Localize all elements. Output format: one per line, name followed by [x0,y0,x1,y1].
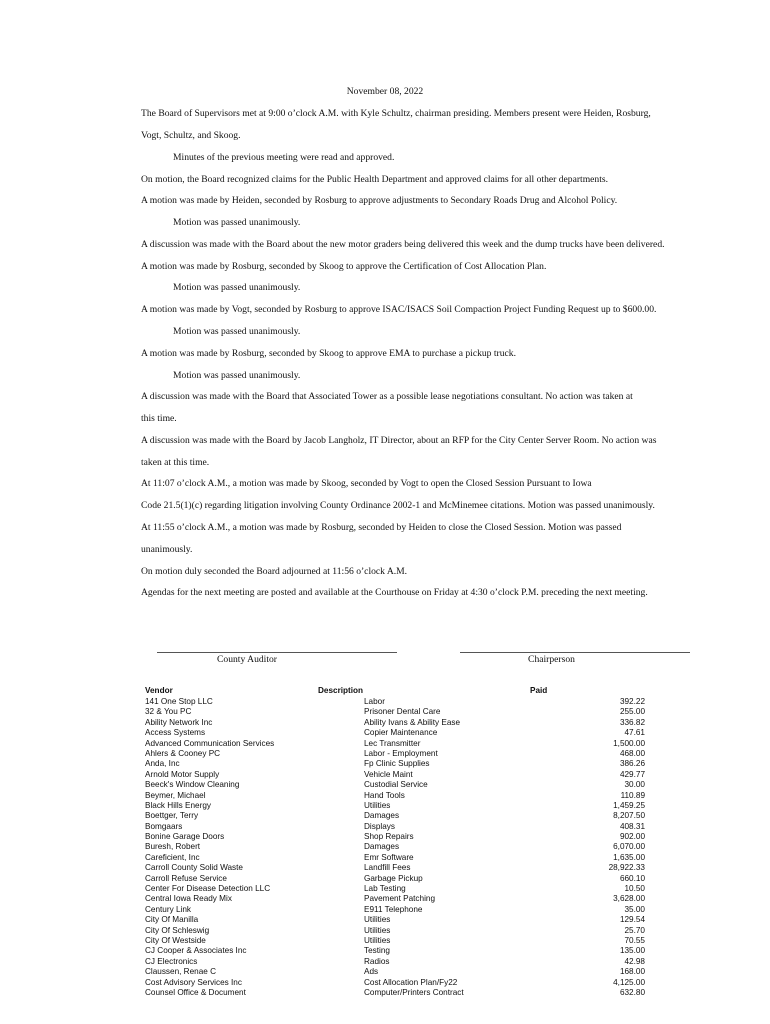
description-cell: Damages [364,842,400,852]
table-row [145,853,645,863]
description-cell: Garbage Pickup [364,873,423,883]
vendor-cell: Bonine Garage Doors [145,832,225,842]
paragraph: A motion was made by Rosburg, seconded by Skoog to approve EMA to purchase a pickup truck. [141,348,516,359]
paid-cell: 135.00 [619,946,645,956]
description-cell: Copier Maintenance [364,728,438,738]
table-row [145,936,645,946]
table-row [145,915,645,925]
paid-cell: 660.10 [619,873,645,883]
description-cell: Emr Software [364,852,414,862]
vendor-cell: Careficient, Inc [145,852,200,862]
table-row [145,770,645,780]
paid-cell: 468.00 [619,748,645,758]
paid-cell: 429.77 [619,769,645,779]
paid-cell: 129.54 [619,915,645,925]
description-cell: Landfill Fees [364,863,411,873]
description-cell: Labor [364,697,385,706]
paragraph: A motion was made by Rosburg, seconded by Skoog to approve the Certification of Cost Allocation Plan. [141,261,547,272]
paragraph: At 11:55 o’clock A.M., a motion was made by Rosburg, seconded by Heiden to close the Closed Session. Motion was passed [141,522,622,533]
vendor-cell: Boettger, Terry [145,811,199,821]
description-cell: Lec Transmitter [364,738,421,748]
vendor-cell: CJ Cooper & Associates Inc [145,946,247,956]
vendor-cell: City Of Westside [145,935,206,945]
chairperson-signature-label: Chairperson [528,654,575,665]
vendor-cell: Arnold Motor Supply [145,769,220,779]
vendor-cell: 141 One Stop LLC [145,697,213,706]
paragraph: The Board of Supervisors met at 9:00 o’clock A.M. with Kyle Schultz, chairman presiding. Members present were Heiden, Rosburg, [141,108,651,119]
meeting-date: November 08, 2022 [346,86,424,97]
description-cell: Utilities [364,800,391,810]
paid-cell: 6,070.00 [613,842,645,852]
paragraph: A motion was made by Vogt, seconded by Rosburg to approve ISAC/ISACS Soil Compaction Project Funding Request up to $600.00. [141,304,657,315]
table-row [145,884,645,894]
description-cell: Ads [364,967,379,977]
paid-cell: 8,207.50 [613,811,645,821]
paragraph: A discussion was made with the Board by Jacob Langholz, IT Director, about an RFP for the City Center Server Room. No action was [141,435,657,446]
paid-cell: 1,635.00 [613,852,645,862]
paid-cell: 336.82 [619,717,645,727]
paid-cell: 110.89 [620,790,645,800]
vendor-cell: Advanced Communication Services [145,738,275,748]
description-cell: Lab Testing [364,884,406,894]
paragraph: taken at this time. [141,457,210,468]
table-row [145,718,645,728]
paid-column-header: Paid [530,686,548,695]
description-cell: Utilities [364,925,391,935]
table-row [145,728,645,738]
paragraph: Minutes of the previous meeting were read and approved. [173,152,395,163]
paragraph: this time. [141,413,177,424]
paid-cell: 30.00 [624,780,645,790]
paragraph: A discussion was made with the Board that Associated Tower as a possible lease negotiations consultant. No action was taken at [141,391,633,402]
description-cell: Displays [364,821,395,831]
paid-cell: 168.00 [619,967,645,977]
description-cell: Vehicle Maint [364,769,413,779]
paragraph: Motion was passed unanimously. [173,217,301,228]
description-cell: Utilities [364,915,391,925]
description-cell: Ability Ivans & Ability Ease [364,717,461,727]
table-row [145,697,645,707]
paid-cell: 408.31 [619,821,645,831]
table-row [145,749,645,759]
vendor-cell: City Of Schleswig [145,925,210,935]
description-cell: Shop Repairs [364,832,414,842]
description-cell: Testing [364,946,390,956]
paid-cell: 3,628.00 [613,894,645,904]
paragraph: Motion was passed unanimously. [173,326,301,337]
paragraph: A discussion was made with the Board about the new motor graders being delivered this week and the dump trucks have been delivered. [141,239,665,250]
table-row [145,978,645,988]
paragraph: A motion was made by Heiden, seconded by Rosburg to approve adjustments to Secondary Roads Drug and Alcohol Policy. [141,195,618,206]
paid-cell: 632.80 [619,987,645,997]
paid-cell: 28,922.33 [608,863,645,873]
paragraph: Motion was passed unanimously. [173,282,301,293]
description-cell: Fp Clinic Supplies [364,759,430,769]
description-cell: Pavement Patching [364,894,436,904]
vendor-cell: City Of Manilla [145,915,199,925]
table-row [145,707,645,717]
chairperson-signature-line [460,652,690,653]
table-row [145,967,645,977]
paid-cell: 70.55 [624,935,645,945]
vendor-column-header: Vendor [145,686,173,695]
table-row [145,791,645,801]
description-cell: Cost Allocation Plan/Fy22 [364,977,458,987]
claims-table [145,697,645,998]
vendor-cell: Bomgaars [145,821,183,831]
vendor-cell: Claussen, Renae C [145,967,216,977]
vendor-cell: Black Hills Energy [145,800,211,810]
paragraph: Vogt, Schultz, and Skoog. [141,130,241,141]
table-row [145,905,645,915]
auditor-signature-label: County Auditor [217,654,277,665]
vendor-cell: Beeck's Window Cleaning [145,780,240,790]
paid-cell: 10.50 [624,884,645,894]
paid-cell: 35.00 [624,904,645,914]
table-row [145,894,645,904]
paid-cell: 1,459.25 [613,800,645,810]
description-cell: Radios [364,956,390,966]
table-row [145,739,645,749]
table-row [145,780,645,790]
vendor-cell: Central Iowa Ready Mix [145,894,232,904]
description-column-header: Description [318,686,364,695]
paid-cell: 392.22 [619,697,645,706]
table-row [145,832,645,842]
table-row [145,946,645,956]
table-row [145,988,645,998]
vendor-cell: Access Systems [145,728,206,738]
vendor-cell: Ability Network Inc [145,717,213,727]
paid-cell: 25.70 [624,925,645,935]
table-row [145,811,645,821]
paragraph: At 11:07 o’clock A.M., a motion was made by Skoog, seconded by Vogt to open the Closed Session Pursuant to Iowa [141,478,592,489]
paragraph: Code 21.5(1)(c) regarding litigation involving County Ordinance 2002-1 and McMinemee citations. Motion was passed unanimously. [141,500,655,511]
paragraph: On motion, the Board recognized claims for the Public Health Department and approved claims for all other departments. [141,174,609,185]
paragraph: unanimously. [141,544,193,555]
vendor-cell: CJ Electronics [145,956,198,966]
paid-cell: 47.61 [624,728,645,738]
paragraph: Motion was passed unanimously. [173,370,301,381]
description-cell: E911 Telephone [364,904,423,914]
vendor-cell: 32 & You PC [145,707,192,717]
description-cell: Labor - Employment [364,748,438,758]
paragraph: On motion duly seconded the Board adjourned at 11:56 o’clock A.M. [141,566,408,577]
table-row [145,874,645,884]
table-row [145,957,645,967]
vendor-cell: Carroll Refuse Service [145,873,227,883]
paid-cell: 42.98 [624,956,645,966]
description-cell: Utilities [364,935,391,945]
vendor-cell: Counsel Office & Document [145,987,246,997]
paid-cell: 4,125.00 [613,977,645,987]
table-row [145,759,645,769]
table-row [145,926,645,936]
vendor-cell: Anda, Inc [145,759,180,769]
description-cell: Prisoner Dental Care [364,707,441,717]
vendor-cell: Beymer, Michael [145,790,206,800]
paid-cell: 902.00 [619,832,645,842]
vendor-cell: Center For Disease Detection LLC [145,884,271,894]
table-row [145,801,645,811]
vendor-cell: Ahlers & Cooney PC [145,748,221,758]
vendor-cell: Carroll County Solid Waste [145,863,243,873]
paragraph: Agendas for the next meeting are posted and available at the Courthouse on Friday at 4:30 o’clock P.M. preceding the next meeting. [141,587,648,598]
description-cell: Custodial Service [364,780,428,790]
table-row [145,863,645,873]
vendor-cell: Century Link [145,904,191,914]
paid-cell: 386.26 [619,759,645,769]
table-row [145,822,645,832]
description-cell: Computer/Printers Contract [364,987,464,997]
table-row [145,842,645,852]
auditor-signature-line [157,652,397,653]
description-cell: Damages [364,811,400,821]
description-cell: Hand Tools [364,790,405,800]
vendor-cell: Buresh, Robert [145,842,201,852]
paid-cell: 1,500.00 [613,738,645,748]
vendor-cell: Cost Advisory Services Inc [145,977,242,987]
paid-cell: 255.00 [619,707,645,717]
